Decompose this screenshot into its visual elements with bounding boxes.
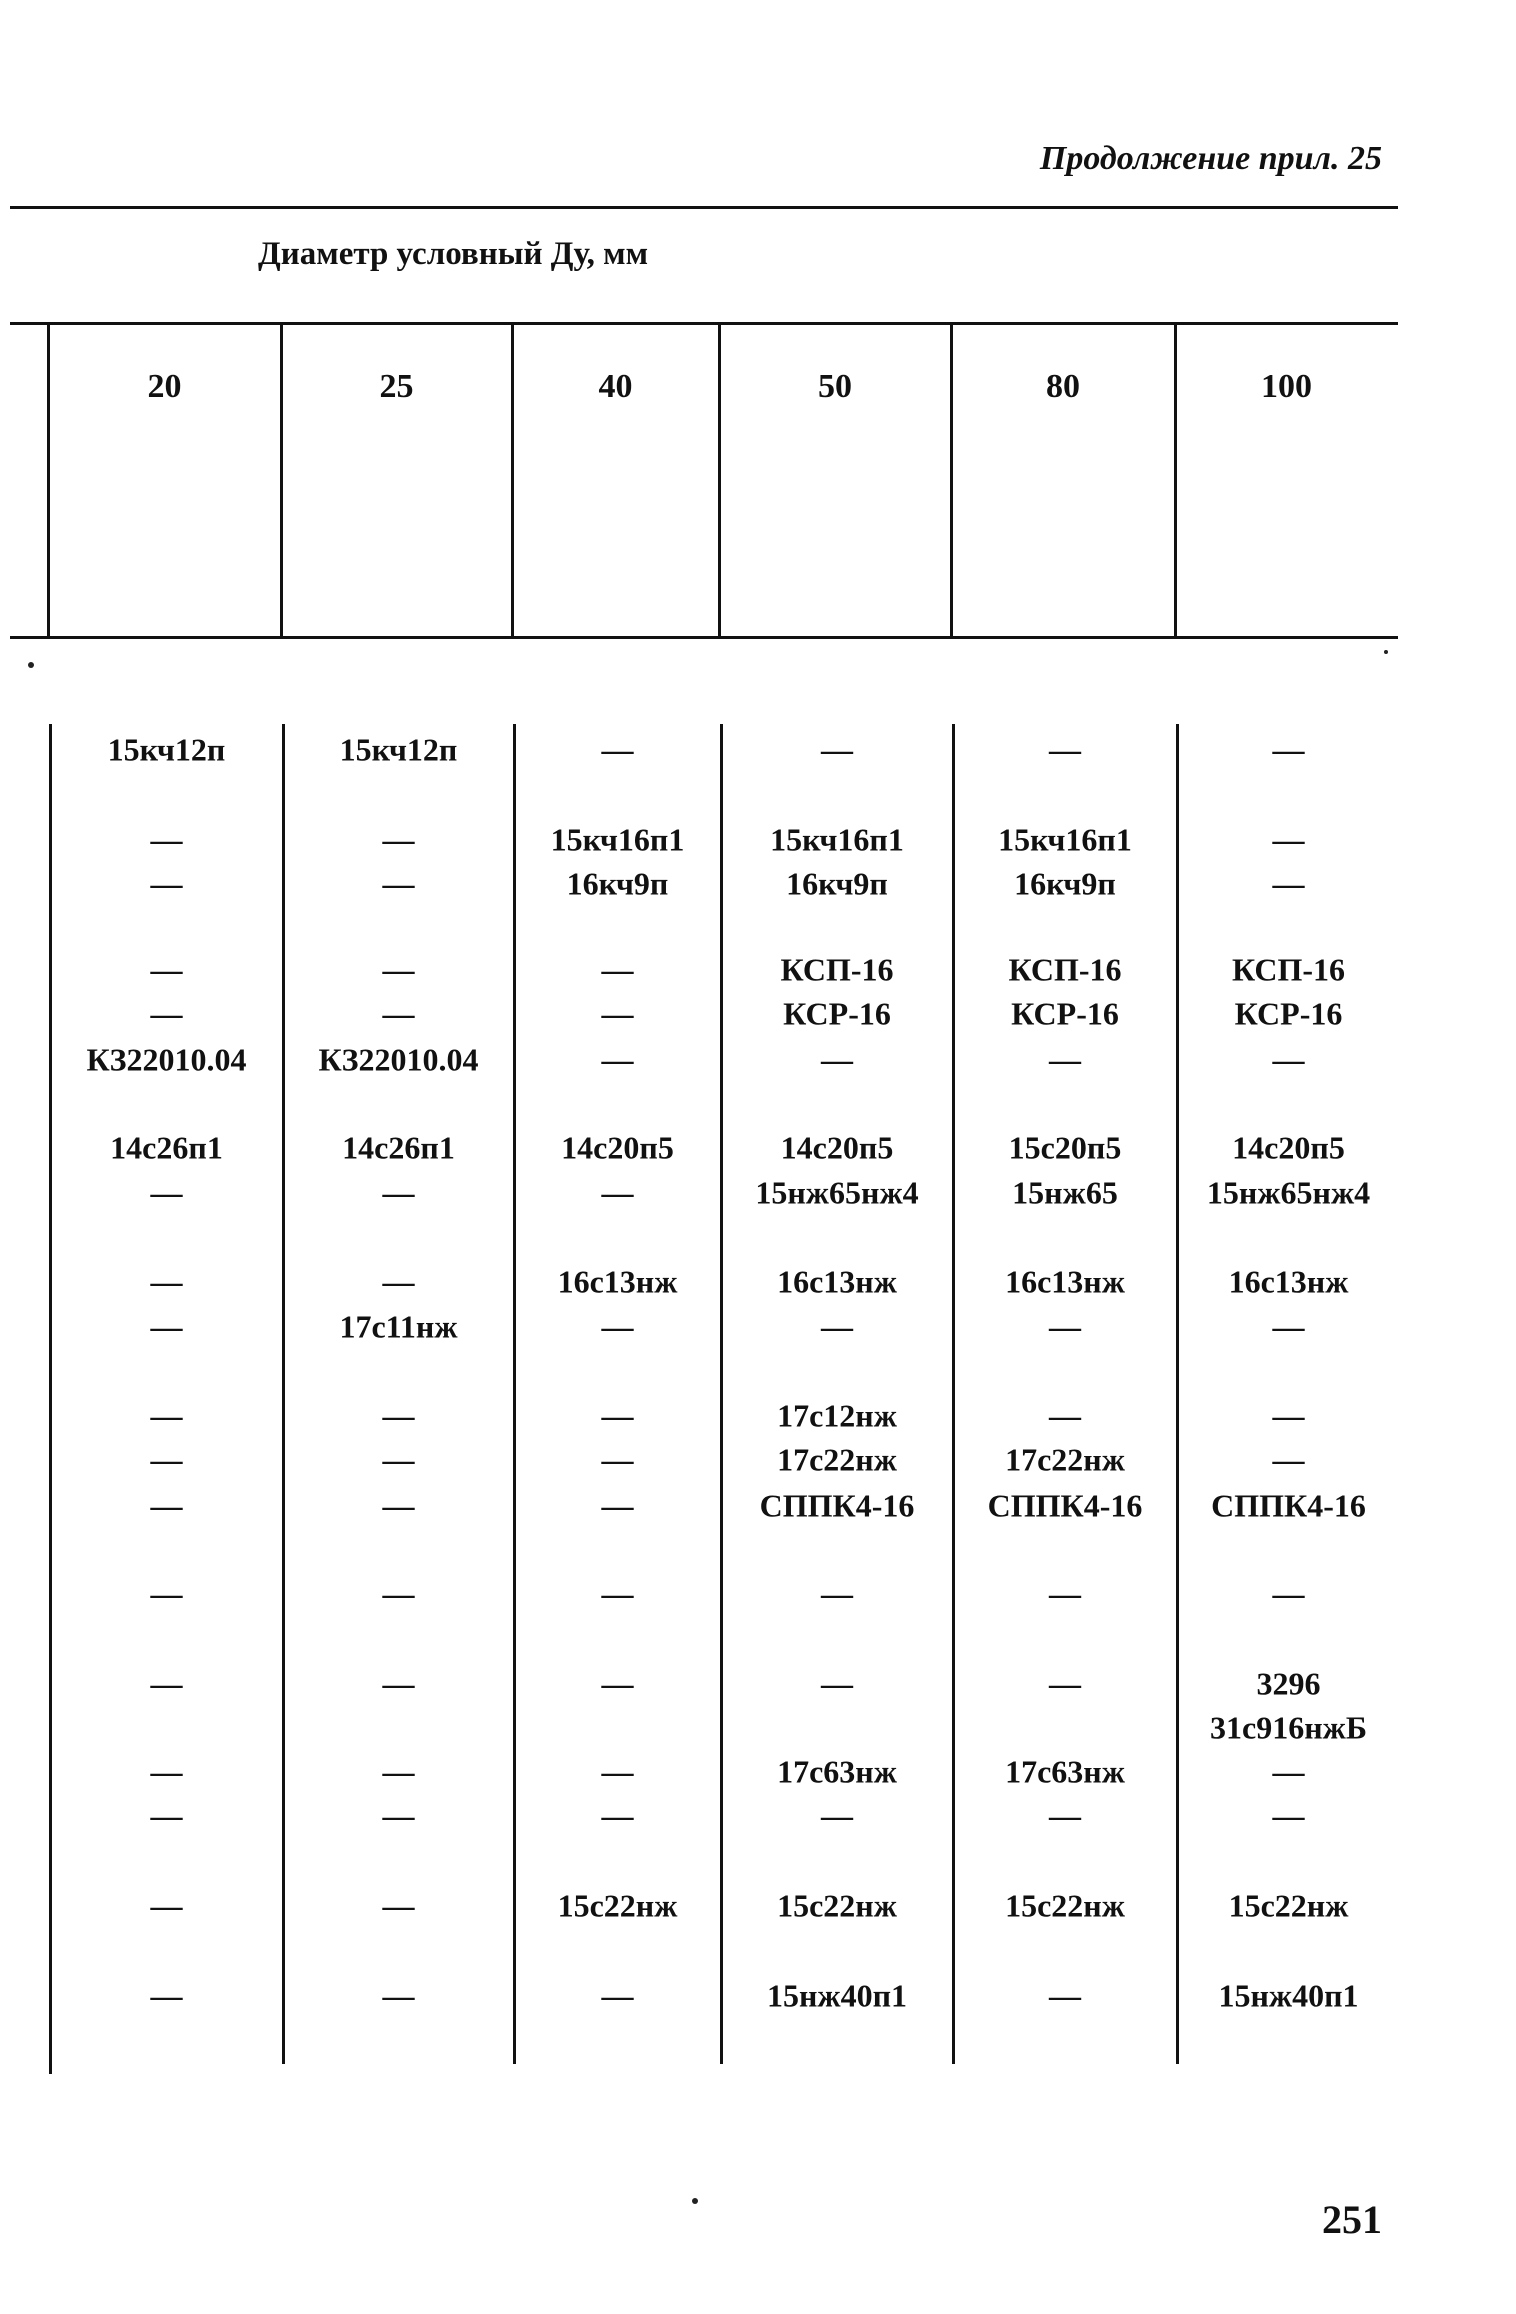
dash-cell: —: [1272, 1575, 1305, 1612]
dash-cell: —: [601, 1441, 634, 1478]
fitting-code-cell: КСР-16: [1011, 995, 1119, 1032]
fitting-code-cell: 14с26п1: [110, 1129, 223, 1166]
dash-cell: —: [150, 951, 183, 988]
speck: [28, 662, 34, 668]
dash-cell: —: [601, 1397, 634, 1434]
fitting-code-cell: СППК4-16: [987, 1487, 1143, 1524]
dash-cell: —: [601, 1487, 634, 1524]
column-header: 80: [1046, 368, 1080, 405]
fitting-code-cell: 17с11нж: [339, 1308, 458, 1345]
dash-cell: —: [1049, 1308, 1081, 1345]
dash-cell: —: [821, 1797, 853, 1834]
dash-cell: —: [150, 1575, 183, 1612]
fitting-code-cell: КСР-16: [1234, 995, 1343, 1032]
dash-cell: —: [601, 1174, 634, 1211]
dash-cell: —: [382, 821, 415, 858]
body-column-divider: [720, 724, 723, 2064]
dash-cell: —: [821, 1665, 853, 1702]
dash-cell: —: [1272, 731, 1305, 768]
fitting-code-cell: 16с13нж: [557, 1263, 678, 1300]
fitting-code-cell: 14с26п1: [342, 1129, 455, 1166]
header-top-rule: [10, 322, 1398, 325]
column-header: 50: [818, 368, 852, 405]
fitting-code-cell: 15с20п5: [1008, 1129, 1122, 1166]
dash-cell: —: [821, 1308, 853, 1345]
dash-cell: —: [1049, 1397, 1081, 1434]
dash-cell: —: [150, 821, 183, 858]
column-header: 20: [147, 368, 182, 405]
fitting-code-cell: СППК4-16: [759, 1487, 915, 1524]
dash-cell: —: [1272, 1041, 1305, 1078]
dash-cell: —: [1272, 1441, 1305, 1478]
dash-cell: —: [601, 1753, 634, 1790]
dash-cell: —: [150, 1977, 183, 2014]
fitting-code-cell: 16с13нж: [777, 1263, 897, 1300]
dash-cell: —: [601, 951, 634, 988]
fitting-code-cell: СППК4-16: [1211, 1487, 1366, 1524]
dash-cell: —: [382, 951, 415, 988]
continuation-label: Продолжение прил. 25: [1039, 140, 1382, 177]
fitting-code-cell: КЗ22010.04: [318, 1041, 479, 1078]
dash-cell: —: [1272, 821, 1305, 858]
dash-cell: —: [1272, 1397, 1305, 1434]
dash-cell: —: [382, 1797, 415, 1834]
dash-cell: —: [150, 865, 183, 902]
dash-cell: —: [1049, 1665, 1081, 1702]
body-column-divider: [513, 724, 516, 2064]
fitting-code-cell: 16с13нж: [1228, 1263, 1349, 1300]
header-bottom-rule: [10, 636, 1398, 639]
dash-cell: —: [601, 995, 634, 1032]
fitting-code-cell: 15кч16п1: [998, 821, 1132, 858]
fitting-code-cell: 17с22нж: [1005, 1441, 1125, 1478]
fitting-code-cell: 14с20п5: [780, 1129, 894, 1166]
dash-cell: —: [601, 1575, 634, 1612]
dash-cell: —: [821, 1041, 853, 1078]
table-caption: Диаметр условный Ду, мм: [258, 236, 649, 272]
dash-cell: —: [150, 1797, 183, 1834]
page-number: 251: [1322, 2197, 1382, 2242]
dash-cell: —: [150, 1397, 183, 1434]
dash-cell: —: [1049, 1977, 1081, 2014]
dash-cell: —: [150, 1441, 183, 1478]
speck: [1384, 650, 1388, 654]
fitting-code-cell: 15с22нж: [1228, 1887, 1349, 1924]
dash-cell: —: [601, 1308, 634, 1345]
dash-cell: —: [382, 1397, 415, 1434]
fitting-code-cell: 15с22нж: [1005, 1887, 1125, 1924]
fitting-code-cell: 16кч9п: [1014, 865, 1116, 902]
fitting-code-cell: 17с63нж: [1005, 1753, 1125, 1790]
fitting-code-cell: 15нж65нж4: [1206, 1174, 1371, 1211]
dash-cell: —: [382, 1174, 415, 1211]
body-column-divider: [282, 724, 285, 2064]
dash-cell: —: [150, 1753, 183, 1790]
fitting-code-cell: 15кч12п: [107, 731, 226, 768]
fitting-code-cell: 15кч16п1: [770, 821, 904, 858]
dash-cell: —: [601, 1041, 634, 1078]
dash-cell: —: [1049, 1575, 1081, 1612]
dash-cell: —: [1272, 1308, 1305, 1345]
fitting-code-cell: 15нж40п1: [1218, 1977, 1359, 2014]
fitting-code-cell: 15нж40п1: [766, 1977, 908, 2014]
dash-cell: —: [150, 1308, 183, 1345]
fitting-code-cell: 3296: [1256, 1665, 1321, 1702]
fitting-code-cell: КСП-16: [1231, 951, 1346, 988]
fitting-code-cell: КЗ22010.04: [86, 1041, 247, 1078]
dash-cell: —: [150, 1174, 183, 1211]
fitting-code-cell: 15нж65нж4: [755, 1174, 919, 1211]
dash-cell: —: [601, 1977, 634, 2014]
fitting-code-cell: КСП-16: [1008, 951, 1122, 988]
dash-cell: —: [382, 1263, 415, 1300]
fitting-code-cell: 14с20п5: [561, 1129, 674, 1166]
dash-cell: —: [382, 1887, 415, 1924]
dash-cell: —: [821, 1575, 853, 1612]
dash-cell: —: [601, 731, 634, 768]
dash-cell: —: [150, 1487, 183, 1524]
dash-cell: —: [382, 1977, 415, 2014]
dash-cell: —: [1272, 865, 1305, 902]
fitting-code-cell: 15с22нж: [777, 1887, 897, 1924]
dash-cell: —: [382, 1753, 415, 1790]
column-header: 25: [379, 368, 414, 405]
column-header: 100: [1261, 368, 1312, 405]
dash-cell: —: [601, 1797, 634, 1834]
dash-cell: —: [382, 1441, 415, 1478]
dash-cell: —: [382, 1575, 415, 1612]
fitting-code-cell: 15с22нж: [557, 1887, 678, 1924]
fitting-code-cell: 17с63нж: [777, 1753, 897, 1790]
dash-cell: —: [1049, 1041, 1081, 1078]
dash-cell: —: [1272, 1797, 1305, 1834]
dash-cell: —: [382, 1665, 415, 1702]
fitting-code-cell: 14с20п5: [1232, 1129, 1345, 1166]
fitting-code-cell: 17с22нж: [777, 1441, 897, 1478]
dash-cell: —: [382, 995, 415, 1032]
fitting-code-cell: КСР-16: [783, 995, 891, 1032]
dash-cell: —: [382, 865, 415, 902]
fitting-code-cell: 15кч16п1: [550, 821, 685, 858]
dash-cell: —: [1272, 1753, 1305, 1790]
speck: [692, 2198, 698, 2204]
dash-cell: —: [601, 1665, 634, 1702]
fitting-code-cell: 15кч12п: [339, 731, 458, 768]
body-column-divider: [1176, 724, 1179, 2064]
column-header: 40: [598, 368, 633, 405]
dash-cell: —: [150, 1263, 183, 1300]
fitting-code-cell: КСП-16: [780, 951, 894, 988]
dash-cell: —: [150, 1665, 183, 1702]
fitting-code-cell: 16с13нж: [1005, 1263, 1125, 1300]
dash-cell: —: [1049, 731, 1081, 768]
dash-cell: —: [1049, 1797, 1081, 1834]
top-rule: [10, 206, 1398, 209]
dash-cell: —: [150, 1887, 183, 1924]
dash-cell: —: [150, 995, 183, 1032]
fitting-code-cell: 15нж65: [1012, 1174, 1118, 1211]
fitting-code-cell: 31с916нжБ: [1210, 1709, 1367, 1746]
fitting-code-cell: 16кч9п: [566, 865, 669, 902]
fitting-code-cell: 17с12нж: [777, 1397, 897, 1434]
dash-cell: —: [821, 731, 853, 768]
body-column-divider: [952, 724, 955, 2064]
fitting-code-cell: 16кч9п: [786, 865, 888, 902]
dash-cell: —: [382, 1487, 415, 1524]
